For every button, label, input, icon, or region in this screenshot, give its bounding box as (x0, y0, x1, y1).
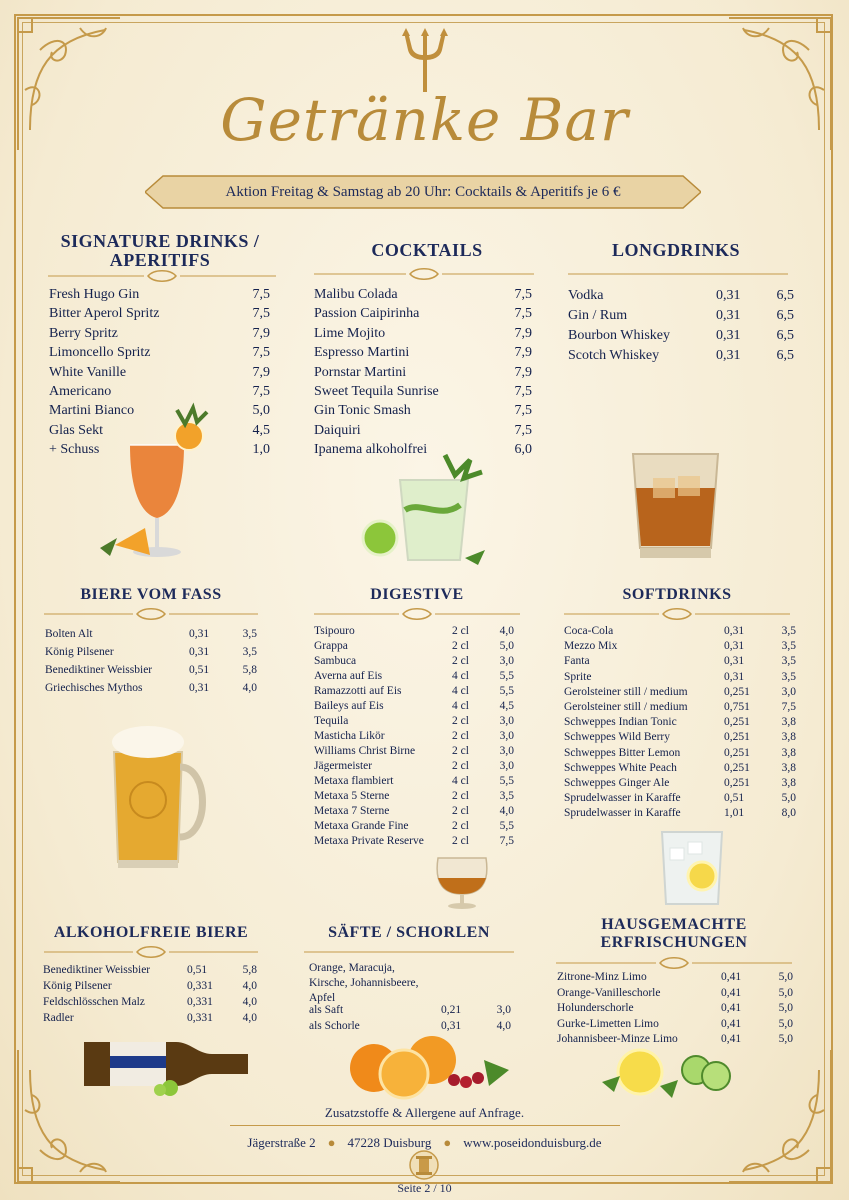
section-title-line: APERITIFS (109, 250, 211, 270)
brandy-glass-image (432, 850, 492, 912)
item-name: König Pilsener (45, 646, 114, 658)
section-title-digestive: DIGESTIVE (370, 586, 464, 603)
item-name: Jägermeister (314, 760, 373, 772)
menu-item-row (49, 384, 270, 400)
item-size: 0,41 (721, 971, 742, 983)
lemon-cucumber-image (600, 1046, 745, 1104)
item-price: 5,5 (499, 775, 514, 787)
menu-item-row (45, 628, 257, 640)
item-price: 4,5 (252, 422, 270, 438)
item-name: Gerolsteiner still / medium (564, 701, 688, 713)
item-price: 7,5 (252, 384, 270, 399)
item-price: 3,0 (499, 745, 514, 757)
section-title-cocktails: COCKTAILS (371, 240, 483, 260)
item-name: Coca-Cola (564, 625, 614, 637)
item-name: Bolten Alt (45, 628, 93, 640)
item-price: 7,9 (514, 364, 532, 380)
section-title-softdrinks: SOFTDRINKS (622, 586, 732, 603)
item-size: 0,41 (721, 1002, 742, 1014)
item-size: 0,41 (721, 986, 742, 999)
menu-item-row (314, 655, 514, 667)
item-price: 5,0 (778, 1017, 793, 1030)
item-price: 1,0 (252, 442, 270, 458)
item-size: 0,31 (724, 625, 745, 637)
item-name: Espresso Martini (314, 345, 410, 361)
item-size: 0,41 (721, 1033, 742, 1045)
item-price: 3,0 (496, 1004, 511, 1016)
item-size: 2 cl (452, 790, 469, 802)
item-price: 4,0 (242, 682, 257, 694)
item-size: 2 cl (452, 625, 469, 637)
item-name: + Schuss (49, 442, 100, 458)
water-lemon-glass-image (656, 828, 728, 910)
menu-item-row (314, 760, 514, 772)
menu-item-row (314, 403, 532, 419)
item-size: 0,251 (724, 716, 750, 729)
divider-ornament-icon (48, 270, 276, 282)
item-name: Passion Caipirinha (314, 306, 420, 322)
item-name: Tsipouro (314, 625, 355, 637)
item-price: 5,5 (499, 820, 514, 832)
fruits-image (344, 1030, 516, 1100)
item-name: Holunderschorle (557, 1002, 634, 1014)
item-size: 4 cl (452, 670, 469, 682)
item-price: 4,0 (496, 1020, 511, 1032)
item-name: Mezzo Mix (564, 640, 618, 653)
section-title-saefte: SÄFTE / SCHORLEN (328, 924, 490, 941)
item-price: 3,0 (499, 715, 514, 727)
pillar-icon (408, 1150, 440, 1180)
menu-item-row (314, 700, 514, 712)
item-price: 3,5 (499, 790, 514, 802)
item-name: Metaxa flambiert (314, 775, 394, 787)
item-name: Gin Tonic Smash (314, 403, 411, 419)
item-name: Feldschlösschen Malz (43, 996, 145, 1008)
menu-item-row (568, 328, 794, 344)
item-price: 3,5 (242, 646, 257, 658)
item-size: 0,251 (724, 746, 750, 759)
item-size: 2 cl (452, 715, 469, 727)
item-name: Schweppes White Peach (564, 761, 677, 774)
item-price: 3,5 (242, 628, 257, 640)
item-price: 3,5 (781, 625, 796, 637)
section-title-alkoholfrei: ALKOHOLFREIE BIERE (53, 924, 249, 941)
item-name: Malibu Colada (314, 287, 398, 302)
menu-item-row (564, 777, 796, 789)
menu-item-row (314, 820, 514, 832)
item-name: Ipanema alkoholfrei (314, 442, 428, 458)
divider-ornament-icon (44, 946, 258, 958)
menu-item-row (564, 686, 796, 698)
menu-item-row (564, 807, 796, 819)
menu-item-row (564, 625, 796, 637)
item-name: Johannisbeer-Minze Limo (557, 1033, 678, 1045)
item-price: 7,9 (252, 364, 270, 380)
item-name: Sprite (564, 670, 592, 683)
item-size: 0,31 (716, 308, 741, 323)
menu-item-row (43, 1012, 257, 1024)
item-name: Gurke-Limetten Limo (557, 1017, 659, 1030)
section-title-hausgemacht (556, 916, 792, 952)
item-size: 4 cl (452, 685, 469, 697)
item-name: Williams Christ Birne (314, 745, 416, 757)
menu-item-row (564, 701, 796, 713)
item-size: 0,21 (441, 1004, 462, 1016)
menu-item-row (43, 980, 257, 992)
item-price: 4,5 (499, 700, 514, 712)
item-name: Zitrone-Minz Limo (557, 971, 647, 983)
menu-item-row (314, 805, 514, 817)
item-price: 5,8 (242, 664, 257, 676)
item-size: 2 cl (452, 835, 469, 847)
item-size: 0,51 (187, 964, 208, 976)
item-size: 2 cl (452, 655, 469, 667)
item-size: 0,31 (724, 670, 745, 683)
item-size: 2 cl (452, 820, 469, 832)
menu-item-row (568, 288, 794, 304)
item-name: Schweppes Bitter Lemon (564, 746, 681, 759)
item-price: 6,0 (514, 442, 532, 458)
item-price: 3,0 (499, 760, 514, 772)
item-size: 4 cl (452, 700, 469, 712)
menu-item-row (49, 345, 270, 361)
whiskey-glass-image (628, 448, 723, 563)
item-name: Baileys auf Eis (314, 700, 384, 712)
item-price: 5,5 (499, 670, 514, 682)
item-size: 0,251 (724, 777, 750, 789)
menu-item-row (43, 964, 257, 976)
item-size: 1,01 (724, 807, 745, 820)
item-name: Lime Mojito (314, 325, 386, 341)
item-size: 0,31 (441, 1020, 462, 1032)
item-name: Fresh Hugo Gin (49, 287, 140, 302)
website-link[interactable]: www.poseidonduisburg.de (463, 1135, 602, 1150)
item-price: 7,5 (252, 287, 270, 302)
section-title-longdrinks: LONGDRINKS (611, 240, 741, 260)
menu-item-row (314, 384, 532, 400)
item-price: 7,9 (252, 325, 270, 341)
desc-text: Orange, Maracuja, (309, 962, 395, 974)
item-name: Martini Bianco (49, 403, 135, 419)
divider-line (304, 946, 514, 958)
menu-item-row (309, 1004, 511, 1016)
item-price: 5,0 (778, 1033, 793, 1045)
menu-item-row (557, 971, 793, 983)
item-name: Limoncello Spritz (49, 345, 151, 361)
item-size: 0,251 (724, 761, 750, 774)
item-name: Schweppes Ginger Ale (564, 777, 670, 789)
item-price: 7,9 (514, 345, 532, 361)
item-price: 7,9 (514, 325, 532, 341)
saefte-desc-line (309, 962, 395, 974)
item-price: 3,8 (781, 731, 796, 744)
item-size: 0,31 (724, 655, 745, 668)
item-size: 2 cl (452, 640, 469, 652)
menu-item-row (314, 306, 532, 322)
menu-item-row (557, 1002, 793, 1014)
item-size: 0,751 (724, 701, 750, 713)
item-price: 5,0 (781, 792, 796, 805)
item-name: als Saft (309, 1004, 344, 1016)
item-name: als Schorle (309, 1020, 360, 1032)
section-title-signature (40, 232, 280, 270)
menu-item-row (314, 326, 532, 342)
aperol-spritz-image (95, 400, 220, 565)
divider-line (568, 268, 788, 280)
desc-text: Kirsche, Johannisbeere, (309, 977, 419, 989)
item-price: 4,0 (242, 980, 257, 992)
promo-banner (145, 174, 701, 210)
menu-item-row (314, 730, 514, 742)
item-name: Benediktiner Weissbier (45, 664, 153, 676)
menu-item-row (45, 664, 257, 676)
item-size: 0,251 (724, 685, 750, 698)
menu-item-row (314, 745, 514, 757)
item-size: 0,331 (187, 1012, 213, 1024)
divider-ornament-icon (44, 608, 258, 620)
item-price: 6,5 (776, 308, 794, 323)
footer-divider (230, 1125, 620, 1126)
item-price: 7,5 (514, 384, 532, 399)
item-price: 7,5 (252, 306, 270, 322)
menu-item-row (564, 792, 796, 804)
item-price: 3,5 (781, 670, 796, 683)
item-price: 3,8 (781, 746, 796, 759)
street-text: Jägerstraße 2 (247, 1135, 316, 1150)
item-price: 7,5 (514, 287, 532, 302)
item-price: 7,5 (499, 835, 514, 847)
item-size: 2 cl (452, 730, 469, 742)
item-price: 3,5 (781, 655, 796, 668)
item-name: Gerolsteiner still / medium (564, 685, 688, 698)
item-name: Ramazzotti auf Eis (314, 685, 402, 697)
item-name: Gin / Rum (568, 308, 628, 323)
item-price: 3,5 (781, 640, 796, 653)
menu-item-row (564, 655, 796, 667)
section-title-biere: BIERE VOM FASS (80, 586, 222, 603)
menu-item-row (564, 716, 796, 728)
beer-bottle-image (80, 1030, 252, 1098)
item-name: Radler (43, 1012, 74, 1024)
item-name: Schweppes Wild Berry (564, 731, 670, 744)
item-price: 4,0 (242, 1012, 257, 1024)
item-size: 0,331 (187, 996, 213, 1008)
item-price: 4,0 (499, 805, 514, 817)
item-price: 5,0 (252, 403, 270, 419)
item-price: 5,0 (778, 986, 793, 999)
item-price: 8,0 (781, 807, 796, 820)
item-name: Metaxa Grande Fine (314, 820, 409, 832)
item-price: 4,0 (499, 625, 514, 637)
item-size: 0,51 (189, 664, 210, 676)
item-name: Sprudelwasser in Karaffe (564, 807, 681, 820)
item-name: Pornstar Martini (314, 364, 407, 380)
item-size: 0,41 (721, 1017, 742, 1030)
menu-item-row (564, 671, 796, 683)
saefte-desc-line (309, 977, 419, 989)
desc-text: Apfel (309, 992, 336, 1004)
item-name: Metaxa Private Reserve (314, 835, 424, 847)
item-price: 5,5 (499, 685, 514, 697)
saefte-desc-line (309, 992, 335, 1004)
menu-item-row (45, 646, 257, 658)
item-name: Tequila (314, 715, 349, 727)
menu-item-row (564, 762, 796, 774)
menu-item-row (49, 365, 270, 381)
item-size: 2 cl (452, 745, 469, 757)
footer-address (0, 1135, 849, 1151)
item-price: 3,8 (781, 777, 796, 789)
item-name: Sweet Tequila Sunrise (314, 384, 439, 399)
item-price: 5,8 (242, 964, 257, 976)
menu-item-row (314, 345, 532, 361)
menu-item-row (49, 306, 270, 322)
item-name: Masticha Likör (314, 730, 385, 742)
item-price: 6,5 (776, 328, 794, 343)
item-price: 3,0 (781, 685, 796, 698)
menu-item-row (314, 835, 514, 847)
item-size: 0,31 (724, 640, 745, 653)
menu-item-row (564, 747, 796, 759)
item-name: Daiquiri (314, 422, 361, 438)
item-name: Averna auf Eis (314, 670, 383, 682)
item-size: 0,31 (189, 646, 210, 658)
page-title: Getränke Bar (220, 86, 629, 154)
item-name: Glas Sekt (49, 422, 104, 438)
trident-icon (398, 28, 452, 94)
menu-item-row (314, 365, 532, 381)
item-name: Orange-Vanilleschorle (557, 986, 661, 999)
section-title-line: ERFRISCHUNGEN (600, 934, 748, 951)
menu-item-row (568, 308, 794, 324)
item-name: Scotch Whiskey (568, 348, 660, 363)
item-price: 7,5 (514, 403, 532, 419)
menu-item-row (49, 326, 270, 342)
item-price: 3,0 (499, 655, 514, 667)
item-price: 5,0 (778, 1002, 793, 1014)
section-title-line: HAUSGEMACHTE (601, 916, 747, 933)
section-title-line: SIGNATURE DRINKS / (60, 231, 260, 251)
item-size: 0,51 (724, 792, 745, 805)
item-name: Metaxa 5 Sterne (314, 790, 390, 802)
item-price: 7,5 (514, 306, 532, 322)
item-price: 3,0 (499, 730, 514, 742)
menu-item-row (314, 715, 514, 727)
allergen-note: Zusatzstoffe & Allergene auf Anfrage. (324, 1105, 525, 1120)
item-price: 6,5 (776, 288, 794, 303)
divider-ornament-icon (556, 957, 792, 969)
item-size: 0,31 (716, 328, 741, 343)
menu-item-row (568, 348, 794, 364)
menu-item-row (314, 625, 514, 637)
item-name: Bourbon Whiskey (568, 328, 671, 343)
beer-mug-image (110, 722, 215, 870)
item-name: Sprudelwasser in Karaffe (564, 792, 681, 805)
item-size: 0,31 (716, 288, 741, 303)
menu-item-row (564, 640, 796, 652)
page-number: Seite 2 / 10 (397, 1181, 452, 1195)
menu-item-row (557, 1018, 793, 1030)
item-size: 4 cl (452, 775, 469, 787)
bullet-icon: ● (443, 1135, 452, 1150)
menu-item-row (564, 731, 796, 743)
item-name: Americano (49, 384, 112, 399)
menu-item-row (314, 775, 514, 787)
item-size: 0,331 (187, 980, 213, 992)
item-size: 2 cl (452, 805, 469, 817)
menu-item-row (314, 423, 532, 439)
item-price: 3,8 (781, 761, 796, 774)
item-size: 0,31 (189, 628, 210, 640)
item-size: 0,31 (716, 348, 741, 363)
promo-text: Aktion Freitag & Samstag ab 20 Uhr: Cocktails & Aperitifs je 6 € (225, 183, 621, 200)
item-price: 5,0 (778, 971, 793, 983)
mojito-image (360, 450, 490, 570)
item-price: 4,0 (242, 996, 257, 1008)
item-name: König Pilsener (43, 980, 112, 992)
item-name: Sambuca (314, 655, 357, 667)
menu-item-row (314, 287, 532, 303)
menu-item-row (43, 996, 257, 1008)
item-name: Fanta (564, 655, 590, 668)
item-name: Griechisches Mythos (45, 682, 143, 694)
item-price: 3,8 (781, 716, 796, 729)
item-price: 7,5 (781, 701, 796, 713)
item-price: 6,5 (776, 348, 794, 363)
menu-item-row (557, 987, 793, 999)
item-size: 0,31 (189, 682, 210, 694)
city-text: 47228 Duisburg (347, 1135, 432, 1150)
menu-item-row (314, 640, 514, 652)
item-name: Benediktiner Weissbier (43, 964, 151, 976)
item-price: 7,5 (514, 422, 532, 438)
divider-ornament-icon (314, 608, 520, 620)
menu-item-row (314, 685, 514, 697)
item-name: White Vanille (49, 364, 127, 380)
divider-ornament-icon (314, 268, 534, 280)
divider-ornament-icon (564, 608, 790, 620)
item-price: 5,0 (499, 640, 514, 652)
item-name: Bitter Aperol Spritz (49, 306, 160, 322)
item-name: Grappa (314, 640, 348, 652)
item-name: Berry Spritz (49, 325, 118, 341)
item-name: Metaxa 7 Sterne (314, 805, 390, 817)
menu-item-row (45, 682, 257, 694)
menu-item-row (49, 287, 270, 303)
item-size: 2 cl (452, 760, 469, 772)
menu-item-row (314, 790, 514, 802)
item-name: Schweppes Indian Tonic (564, 716, 677, 729)
item-size: 0,251 (724, 731, 750, 744)
item-price: 7,5 (252, 345, 270, 361)
menu-item-row (557, 1033, 793, 1045)
menu-item-row (314, 670, 514, 682)
item-name: Vodka (568, 288, 604, 303)
bullet-icon: ● (327, 1135, 336, 1150)
